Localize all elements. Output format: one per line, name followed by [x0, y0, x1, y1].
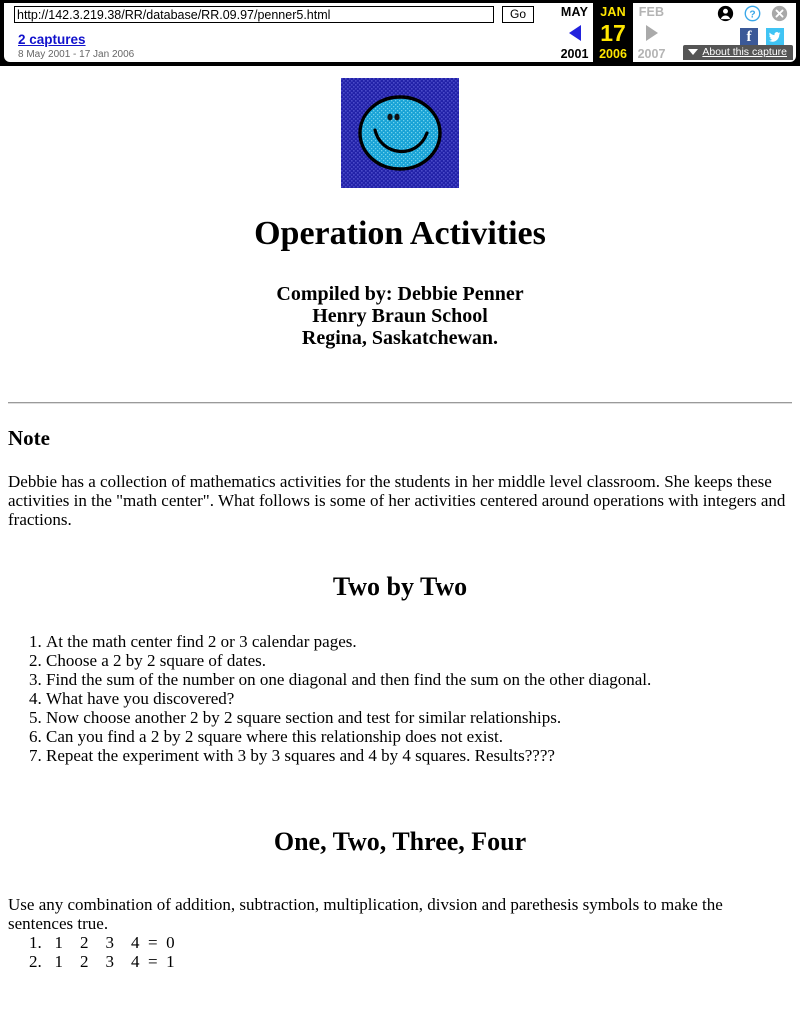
- about-this-capture-label: About this capture: [702, 46, 787, 58]
- previous-capture-column[interactable]: [556, 3, 593, 62]
- byline-line-3: Regina, Saskatchewan.: [301, 327, 499, 349]
- next-capture-column[interactable]: [633, 3, 670, 62]
- go-button[interactable]: Go: [502, 6, 534, 23]
- next-month-label: FEB: [638, 5, 665, 19]
- current-day-label: 17: [600, 20, 626, 46]
- url-input[interactable]: [14, 6, 494, 23]
- facebook-share-icon[interactable]: [740, 28, 758, 46]
- previous-year-label: 2001: [560, 47, 589, 61]
- note-heading: Note: [8, 426, 50, 450]
- previous-month-label: MAY: [560, 5, 589, 19]
- section-heading-two-by-two: Two by Two: [332, 572, 468, 601]
- wayback-toolbar: [0, 0, 800, 66]
- page-title: Operation Activities: [254, 215, 546, 252]
- page-content: [0, 66, 800, 971]
- previous-capture-arrow-icon[interactable]: [569, 25, 581, 41]
- byline-block: [0, 283, 800, 349]
- capture-date-navigator: [556, 3, 670, 62]
- toolbar-icon-group: [717, 5, 788, 22]
- list-item: 1. At the math center find 2 or 3 calendar pages.: [46, 632, 800, 651]
- list-item: 2. 1 2 3 4 = 1: [46, 952, 800, 971]
- current-month-label: JAN: [600, 5, 626, 19]
- url-row: [14, 6, 534, 23]
- equation-list: [0, 933, 800, 971]
- twitter-share-icon[interactable]: [766, 28, 784, 46]
- list-item: 5. Now choose another 2 by 2 square section and test for similar relationships.: [46, 708, 800, 727]
- twitter-bird-glyph: [768, 30, 782, 44]
- logo-container: [0, 66, 800, 188]
- list-item: 1. 1 2 3 4 = 0: [46, 933, 800, 952]
- byline-line-2: Henry Braun School: [312, 305, 488, 327]
- close-icon[interactable]: [771, 5, 788, 22]
- list-item: 6. Can you find a 2 by 2 square where this relationship does not exist.: [46, 727, 800, 746]
- account-icon[interactable]: [717, 5, 734, 22]
- help-icon[interactable]: [744, 5, 761, 22]
- next-year-label: 2007: [637, 47, 666, 61]
- list-item: 2. Choose a 2 by 2 square of dates.: [46, 651, 800, 670]
- one-two-three-four-intro: Use any combination of addition, subtraction, multiplication, divsion and parethesis symbols to make the sentences true.: [8, 895, 723, 933]
- list-item: 7. Repeat the experiment with 3 by 3 squares and 4 by 4 squares. Results????: [46, 746, 800, 765]
- facebook-glyph: f: [746, 29, 752, 45]
- captures-date-range: 8 May 2001 - 17 Jan 2006: [18, 49, 135, 60]
- next-capture-arrow-icon[interactable]: [646, 25, 658, 41]
- section-heading-one-two-three-four: One, Two, Three, Four: [273, 827, 527, 856]
- two-by-two-step-list: [0, 632, 800, 765]
- captures-block: [18, 32, 134, 60]
- current-year-label: 2006: [599, 47, 627, 61]
- social-share-group: [740, 28, 784, 46]
- horizontal-divider: [8, 402, 792, 404]
- note-paragraph: Debbie has a collection of mathematics activities for the students in her middle level classroom. She keeps these activities in the "math center". What follows is some of her activities centered around operations with integers and fractions.: [8, 472, 786, 529]
- wayback-toolbar-inner: [4, 3, 796, 62]
- captures-count-link[interactable]: 2 captures: [18, 32, 86, 47]
- svg-text:?: ?: [749, 9, 756, 21]
- about-this-capture-button[interactable]: [683, 45, 793, 60]
- list-item: 4. What have you discovered?: [46, 689, 800, 708]
- smiley-face-logo-icon: [341, 78, 459, 188]
- byline-line-1: Compiled by: Debbie Penner: [276, 283, 524, 305]
- chevron-down-icon: [688, 49, 698, 55]
- current-capture-column: [593, 3, 633, 62]
- list-item: 3. Find the sum of the number on one diagonal and then find the sum on the other diagonal.: [46, 670, 800, 689]
